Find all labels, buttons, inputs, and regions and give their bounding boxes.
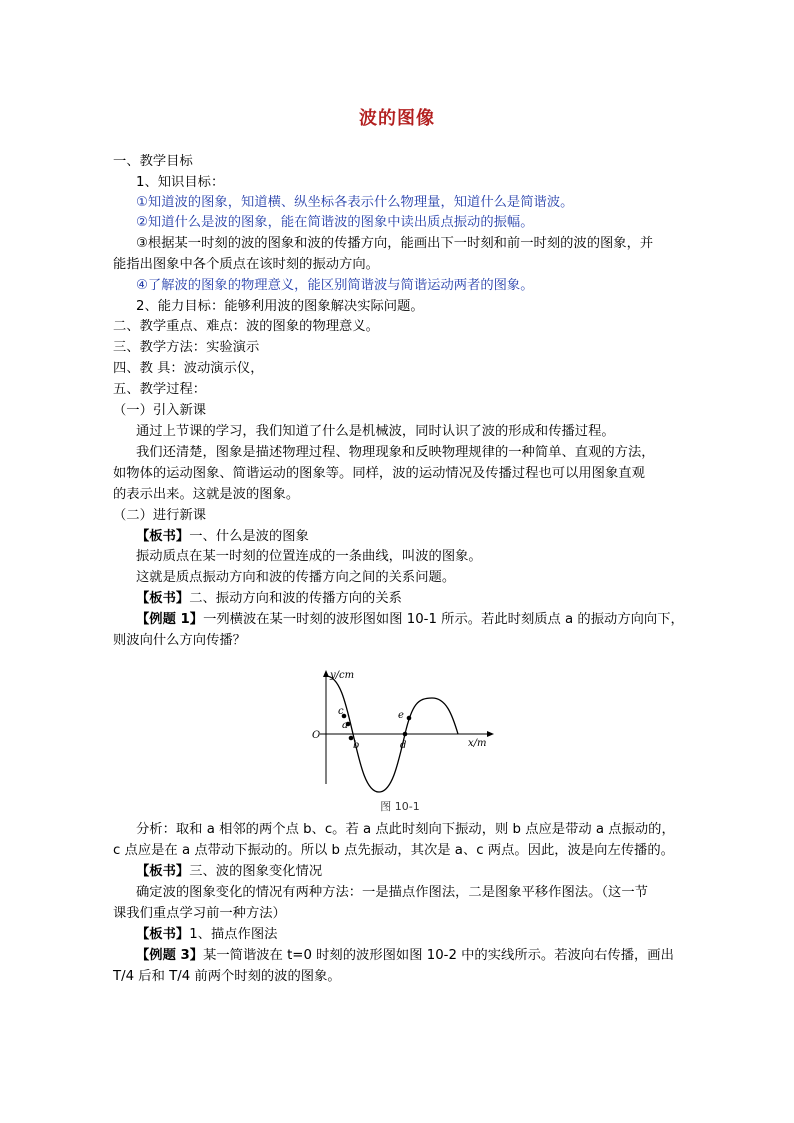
text-line: 【例题 3】某一简谐波在 t=0 时刻的波形图如图 10-2 中的实线所示。若波向右传播，画出 [136,948,674,963]
point-e [407,716,412,721]
text-line: 【板书】三、波的图象变化情况 [136,864,323,879]
label-b: b [353,740,360,751]
text-line: T/4 后和 T/4 前两个时刻的波的图象。 [113,969,341,984]
text-line: 如物体的运动图象、简谐运动的图象等。同样，波的运动情况及传播过程也可以用图象直观 [113,466,645,481]
bold-prefix: 【板书】 [136,529,190,544]
text-line: 课我们重点学习前一种方法） [113,906,286,921]
origin-label: O [312,730,321,741]
label-e: e [398,710,404,721]
text-line: 通过上节课的学习，我们知道了什么是机械波，同时认识了波的形成和传播过程。 [136,424,615,439]
bold-prefix: 【例题 1】 [136,612,204,627]
bold-prefix: 【板书】 [136,864,190,879]
bold-prefix: 【板书】 [136,927,190,942]
text-line: ③根据某一时刻的波的图象和波的传播方向，能画出下一时刻和前一时刻的波的图象，并 [136,236,654,251]
text-line: c 点应是在 a 点带动下振动的。所以 b 点先振动，其次是 a、c 两点。因此，波是向左传播的。 [113,843,674,858]
text-line: 二、教学重点、难点：波的图象的物理意义。 [113,319,379,334]
text-line: 三、教学方法：实验演示 [113,340,260,355]
text-line: 【板书】二、振动方向和波的传播方向的关系 [136,591,402,606]
bold-prefix: 【例题 3】 [136,948,204,963]
text-line: 【例题 1】一列横波在某一时刻的波形图如图 10-1 所示。若此时刻质点 a 的振动方向向下， [136,612,684,627]
text-line: ④了解波的图象的物理意义，能区别简谐波与简谐运动两者的图象。 [136,278,534,293]
label-d: d [400,740,407,751]
xlabel: x/m [468,738,487,749]
point-d [403,732,408,737]
figure-caption: 图 10-1 [380,800,420,813]
text-line: （一）引入新课 [113,403,207,418]
ylabel: y/cm [330,670,355,681]
text-line: 1、知识目标： [136,175,225,190]
wave-figure [300,664,500,820]
text-line: 确定波的图象变化的情况有两种方法：一是描点作图法，二是图象平移作图法。（这一节 [136,885,648,900]
text-line: 这就是质点振动方向和波的传播方向之间的关系问题。 [136,570,456,585]
text-line: 2、能力目标：能够利用波的图象解决实际问题。 [136,299,424,314]
text-line: （二）进行新课 [113,508,207,523]
text-line: 【板书】1、描点作图法 [136,927,278,942]
text-line: 能指出图象中各个质点在该时刻的振动方向。 [113,257,379,272]
text-line: 四、教 具：波动演示仪， [113,361,264,376]
text-line: 【板书】一、什么是波的图象 [136,529,309,544]
x-axis-arrow [487,731,494,737]
text-line: ②知道什么是波的图象，能在简谐波的图象中读出质点振动的振幅。 [136,215,534,230]
wave-graph [300,664,500,794]
text-line: 分析：取和 a 相邻的两个点 b、c。若 a 点此时刻向下振动，则 b 点应是带动 a 点振动的， [136,822,675,837]
text-line: 我们还清楚，图象是描述物理过程、物理现象和反映物理规律的一种简单、直观的方法， [136,445,655,460]
text-line: 则波向什么方向传播？ [113,633,246,648]
text-line: ①知道波的图象，知道横、纵坐标各表示什么物理量，知道什么是简谐波。 [136,195,574,210]
bold-prefix: 【板书】 [136,591,190,606]
text-line: 振动质点在某一时刻的位置连成的一条曲线，叫波的图象。 [136,549,482,564]
text-line: 一、教学目标 [113,154,193,169]
text-line: 五、教学过程： [113,382,207,397]
label-a: a [342,720,348,731]
text-line: 的表示出来。这就是波的图象。 [113,487,300,502]
label-c: c [338,706,344,717]
page-title: 波的图像 [359,108,435,129]
